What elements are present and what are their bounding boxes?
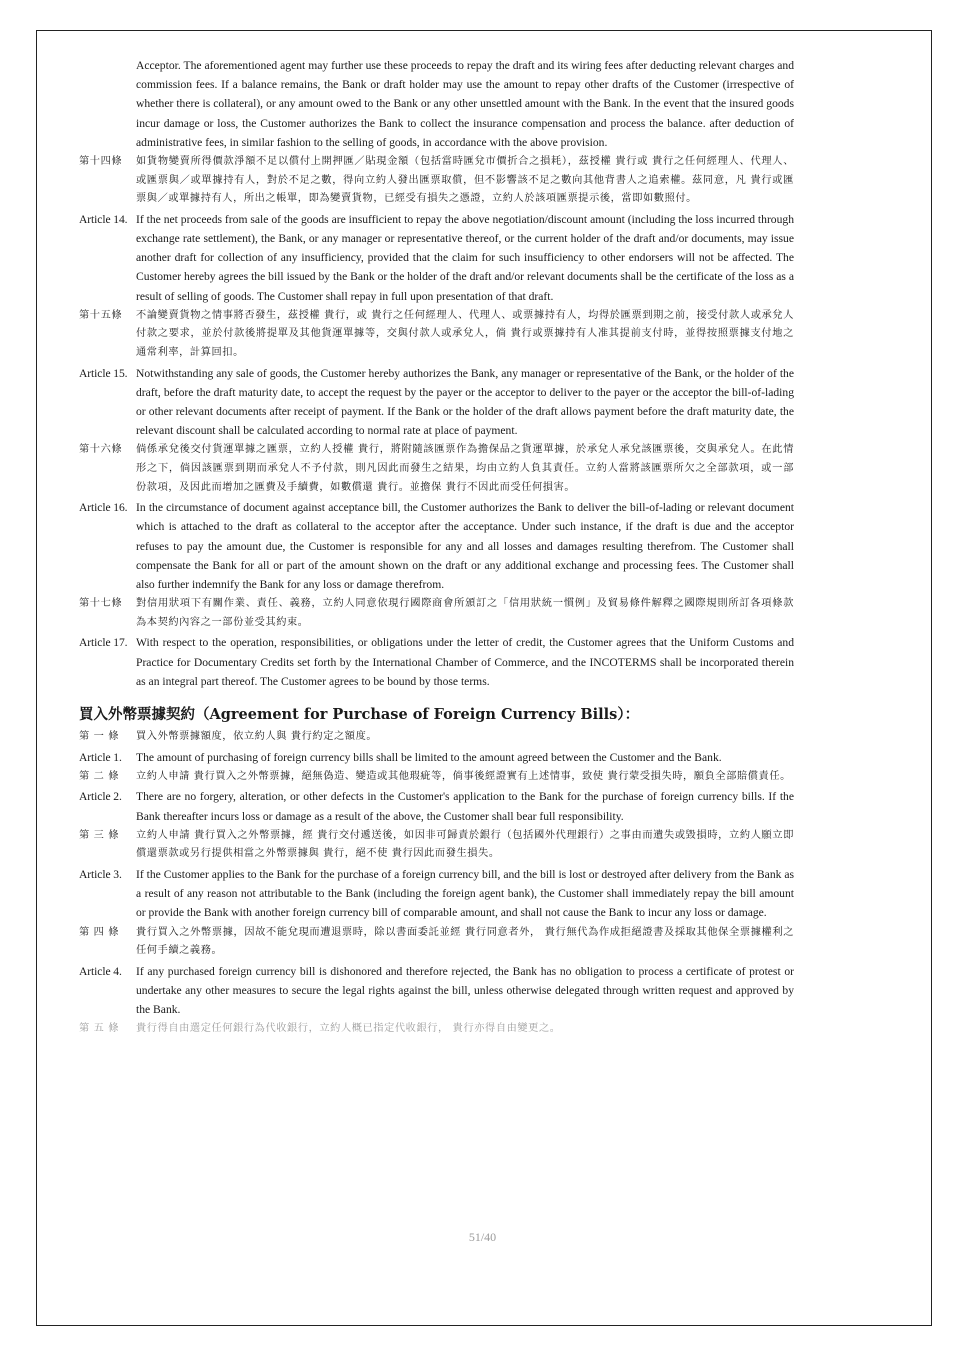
clause-text: 如貨物變賣所得價款淨額不足以償付上開押匯／貼現金額（包括當時匯兌市價折合之損耗），茲授權 貴行或 貴行之任何經理人、代理人、或匯票與／或單據持有人，對於不足之數，得向立約人發出匯票取償，但不影響該不足之數向其他背書人之追索權。茲同意，凡 貴行或匯票與／或單據持有人，所出之帳單，即為變賣貨物，已經受有損失之憑證，立約人於該項匯票提示後，當即如數照付。 <box>136 156 794 205</box>
page-number: 51/40 <box>468 1230 497 1244</box>
clause-item <box>79 441 794 497</box>
clause-text: 立約人申請 貴行買入之外幣票據，絕無偽造、變造或其他瑕疵等，倘事後經證實有上述情事，致使 貴行蒙受損失時，願負全部賠償責任。 <box>136 770 791 782</box>
clause-item <box>79 748 794 767</box>
clause-text: 買入外幣票據額度，依立約人與 貴行約定之額度。 <box>136 731 378 742</box>
clause-item <box>79 865 794 923</box>
document-body <box>79 56 794 1040</box>
continuation-paragraph: Acceptor. The aforementioned agent may further use these proceeds to repay the draft and its wiring fees after deducting relevant charges and commission fees. If a balance remains, the Bank or draft holder may use the amount to repay other drafts of the Customer (irrespective of whether there is collateral), or any amount owed to the Bank or any other unsettled amount with the Bank. In the event that the insured goods incur damage or loss, the Customer authorizes the Bank to collect the insurance compensation and process the balance. after deduction of administrative fees, in similar fashion to the selling of goods, in accordance with the above provision. <box>136 59 794 149</box>
clause-label: Article 15. <box>79 366 128 380</box>
clause-item <box>79 210 794 306</box>
clause-text: In the circumstance of document against acceptance bill, the Customer authorizes the Bank to deliver the bill-of-lading or relevant document which is attached to the draft as collateral to the acceptor after the acceptance. Under such instance, if the draft is due and the acceptor refuses to pay the amount due, the Customer is responsible for any and all losses and damages resulting therefrom. The Customer shall compensate the Bank for all or part of the amount shown on the draft or any additional exchange and processing fees. The Customer shall also further indemnify the Bank for any loss or damage therefrom. <box>136 501 794 591</box>
clause-text: 對信用狀項下有關作業、責任、義務，立約人同意依現行國際商會所頒訂之「信用狀統一慣例」及貿易條件解釋之國際規則所訂各項條款為本契約內容之一部份並受其約束。 <box>136 598 794 628</box>
clause-label: Article 17. <box>79 636 128 650</box>
clause-list <box>79 153 794 691</box>
clause-item <box>79 307 794 363</box>
clause-item <box>79 153 794 209</box>
clause-label: 第十六條 <box>79 444 123 456</box>
clause-label: 第 二 條 <box>79 770 120 782</box>
clause-label: 第 五 條 <box>79 1023 120 1035</box>
clause-label: 第 三 條 <box>79 829 120 841</box>
clause-text: If any purchased foreign currency bill is dishonored and therefore rejected, the Bank has no obligation to process a certificate of protest or undertake any other measures to secure the legal rights against the bill, unless otherwise delegated through written request and approved by the Bank. <box>136 964 794 1017</box>
clause-item <box>79 768 794 787</box>
clause-label: Article 4. <box>79 964 122 978</box>
clause-item <box>79 962 794 1020</box>
clause-text: 貴行買入之外幣票據，因故不能兌現而遭退票時，除以書面委託並經 貴行同意者外， 貴行無代為作成拒絕證書及採取其他保全票據權利之任何手續之義務。 <box>136 926 794 957</box>
clause-label: Article 3. <box>79 867 122 881</box>
clause-text: With respect to the operation, responsibilities, or obligations under the letter of credit, the Customer agrees that the Uniform Customs and Practice for Documentary Credits set forth by the International Chamber of Commerce, and the INCOTERMS shall be incorporated therein as an integral part thereof. The Customer agrees to be bound by those terms. <box>136 636 794 688</box>
clause-item <box>79 498 794 594</box>
clause-label: 第十四條 <box>79 156 123 168</box>
section-heading: 買入外幣票據契約（Agreement for Purchase of Foreign Currency Bills）： <box>79 706 640 723</box>
clause-label: Article 2. <box>79 790 122 804</box>
clause-label: Article 14. <box>79 212 128 226</box>
clause-label: 第十七條 <box>79 598 123 610</box>
clause-label: 第十五條 <box>79 309 123 321</box>
clause-list-2 <box>79 728 794 1039</box>
clause-text: If the Customer applies to the Bank for the purchase of a foreign currency bill, and the bill is lost or destroyed after delivery from the Bank as a result of any reason not attributable to the Bank (including the foreign agent bank), the Customer shall immediately repay the bill amount or provide the Bank with another foreign currency bill of comparable amount, and shall not cause the Bank to incur any loss or damage. <box>136 867 794 920</box>
clause-item <box>79 1020 794 1039</box>
clause-item <box>79 924 794 961</box>
clause-item <box>79 728 794 747</box>
clause-text: 立約人申請 貴行買入之外幣票據，經 貴行交付遞送後，如因非可歸責於銀行（包括國外代理銀行）之事由而遺失或毀損時，立約人願立即償還票款或另行提供相當之外幣票據與 貴行，絕不使 貴行因此而發生損失。 <box>136 829 794 860</box>
clause-item <box>79 595 794 632</box>
clause-text: 不論變賣貨物之情事將否發生，茲授權 貴行，或 貴行之任何經理人、代理人、或票據持有人，均得於匯票到期之前，接受付款人或承兌人付款之要求，並於付款後將提單及其他貨運單據等，交與付款人或承兌人，倘 貴行或票據持有人准其提前支付時，並得按照票據支付地之通常利率，計算回扣。 <box>136 309 794 358</box>
clause-text: There are no forgery, alteration, or other defects in the Customer's application to the Bank for the purchase of foreign currency bills. If the Bank thereafter incurs loss or damage as a result of the above, the Customer shall bear full responsibility. <box>136 790 794 823</box>
clause-label: Article 1. <box>79 750 122 764</box>
clause-text: 倘係承兌後交付貨運單據之匯票，立約人授權 貴行，將附隨該匯票作為擔保品之貨運單據，於承兌人承兌該匯票後，交與承兌人。在此情形之下，倘因該匯票到期而承兌人不予付款，則凡因此而發生之結果，均由立約人負其責任。立約人當將該匯票所欠之全部款項，或一部份款項，及因此而增加之匯費及手續費，如數償還 貴行。並擔保 貴行不因此而受任何損害。 <box>136 444 794 493</box>
clause-item <box>79 827 794 864</box>
clause-label: 第 四 條 <box>79 926 120 938</box>
clause-text: The amount of purchasing of foreign currency bills shall be limited to the amount agreed between the Customer and the Bank. <box>136 750 722 764</box>
clause-item <box>79 787 794 825</box>
clause-text: Notwithstanding any sale of goods, the Customer hereby authorizes the Bank, any manager or representative of the Bank, or the holder of the draft, before the draft maturity date, to accept the request by the payer or the acceptor to deliver to the payer or the acceptor the bill-of-lading or other relevant documents after receipt of payment. If the Bank or the holder of the draft allows payment before the draft maturity date, the relevant discount shall be calculated according to normal rate at place of payment. <box>136 366 794 438</box>
clause-text: 貴行得自由選定任何銀行為代收銀行，立約人概已指定代收銀行， 貴行亦得自由變更之。 <box>136 1023 561 1035</box>
clause-item <box>79 633 794 691</box>
clause-label: Article 16. <box>79 501 128 515</box>
clause-label: 第 一 條 <box>79 731 120 742</box>
clause-text: If the net proceeds from sale of the goods are insufficient to repay the above negotiation/discount amount (including the loss incurred through exchange rate settlement), the Bank, or any manager or representative thereof, or the current holder of the draft and/or documents, may issue another draft for collection of any insufficiency, provided that the claim for such insufficiency to other endorsers will not be affected. The Customer hereby agrees the bill issued by the Bank or the holder of the draft and/or relevant documents shall be the certificate of the loss as a result of selling of goods. The Customer shall repay in full upon presentation of that draft. <box>136 212 794 303</box>
clause-item <box>79 364 794 441</box>
